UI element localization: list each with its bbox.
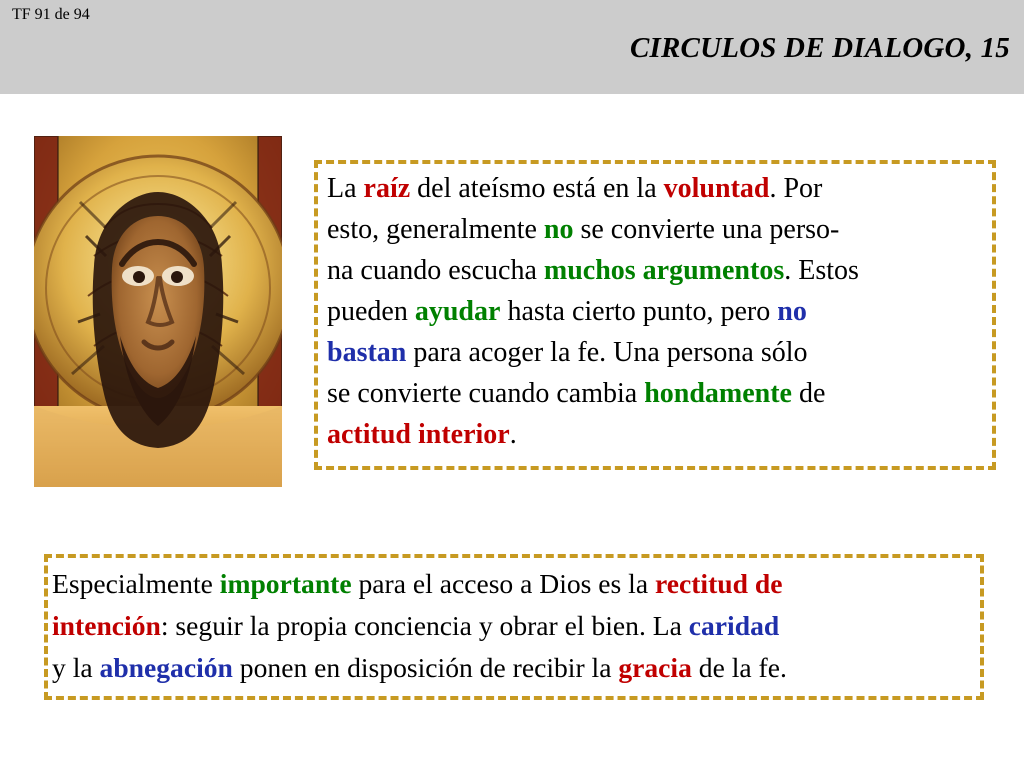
text-line: [52, 647, 787, 689]
text-line: [327, 332, 859, 373]
text-fragment: hasta cierto punto, pero: [500, 296, 778, 327]
emphasis-word: muchos argumentos: [543, 255, 785, 286]
text-fragment: y la: [52, 652, 100, 683]
text-line: [327, 209, 859, 250]
text-fragment: . Estos: [784, 255, 859, 286]
text-line: [52, 605, 787, 647]
emphasis-word: hondamente: [644, 378, 792, 409]
text-line: [327, 414, 859, 455]
emphasis-word: no: [777, 296, 807, 327]
emphasis-word: voluntad: [663, 173, 770, 204]
emphasis-word: raíz: [363, 173, 411, 204]
text-fragment: ponen en disposición de recibir la: [232, 652, 619, 683]
text-fragment: se convierte cuando cambia: [327, 378, 645, 409]
emphasis-word: actitud interior: [327, 419, 510, 450]
text-fragment: se convierte una perso-: [573, 214, 840, 245]
text-fragment: para acoger la fe. Una persona sólo: [406, 337, 808, 368]
emphasis-word: gracia: [618, 652, 692, 683]
text-fragment: : seguir la propia conciencia y obrar el bien. La: [160, 610, 689, 641]
emphasis-word: rectitud de: [655, 568, 783, 599]
jesus-icon: [34, 136, 282, 487]
text-line: [327, 250, 859, 291]
emphasis-word: bastan: [327, 337, 407, 368]
slide-counter: TF 91 de 94: [12, 6, 90, 23]
header-bar: [0, 0, 1024, 94]
emphasis-word: no: [543, 214, 574, 245]
text-fragment: .: [509, 419, 517, 450]
text-fragment: esto, generalmente: [327, 214, 544, 245]
emphasis-word: caridad: [688, 610, 780, 641]
text-block-1: [327, 168, 859, 455]
text-fragment: pueden: [327, 296, 415, 327]
text-line: [327, 373, 859, 414]
emphasis-word: importante: [219, 568, 352, 599]
text-line: [327, 291, 859, 332]
text-fragment: de la fe.: [691, 652, 787, 683]
text-fragment: para el acceso a Dios es la: [351, 568, 655, 599]
text-fragment: . Por: [769, 173, 823, 204]
emphasis-word: ayudar: [414, 296, 501, 327]
text-fragment: na cuando escucha: [327, 255, 544, 286]
text-block-2: [52, 563, 787, 689]
text-line: [52, 563, 787, 605]
text-fragment: de: [791, 378, 826, 409]
slide-title: CIRCULOS DE DIALOGO, 15: [629, 32, 1010, 64]
emphasis-word: intención: [52, 610, 161, 641]
emphasis-word: abnegación: [99, 652, 233, 683]
text-fragment: Especialmente: [52, 568, 220, 599]
text-fragment: La: [327, 173, 364, 204]
text-fragment: del ateísmo está en la: [410, 173, 664, 204]
text-line: [327, 168, 859, 209]
